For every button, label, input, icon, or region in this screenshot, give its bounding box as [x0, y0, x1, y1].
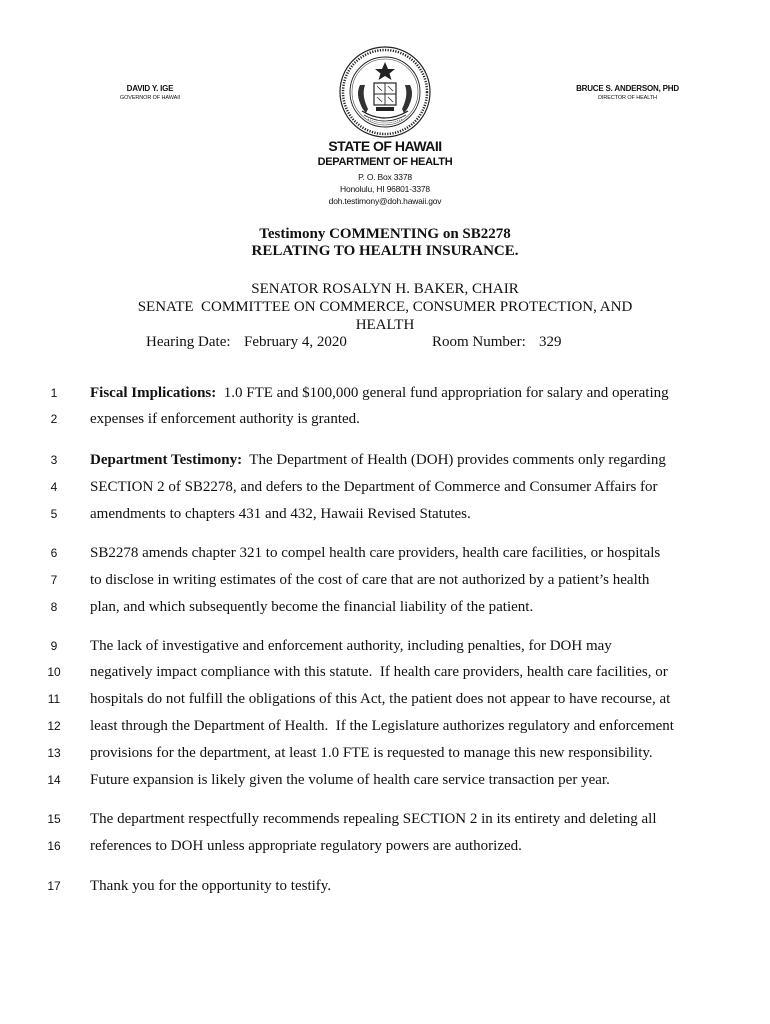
- testimony-title: Testimony COMMENTING on SB2278: [259, 226, 511, 242]
- body-line: [90, 837, 522, 855]
- line-number: 5: [50, 507, 58, 521]
- state-name: STATE OF HAWAII: [328, 138, 442, 154]
- line-number: 7: [50, 573, 58, 587]
- committee-chair: SENATOR ROSALYN H. BAKER, CHAIR: [251, 281, 519, 297]
- line-number: 14: [47, 773, 61, 787]
- body-line: [90, 717, 674, 735]
- governor-title: GOVERNOR OF HAWAII: [119, 95, 181, 101]
- state-seal-icon: [338, 45, 432, 139]
- line-number: 13: [47, 746, 61, 760]
- body-line: [90, 771, 610, 789]
- line-number: 4: [50, 480, 58, 494]
- line-text: 1.0 FTE and $100,000 general fund appropriation for salary and operating: [216, 385, 669, 401]
- line-text: The lack of investigative and enforcement authority, including penalties, for DOH may: [90, 638, 612, 654]
- body-line: [90, 744, 653, 762]
- line-number: 12: [47, 719, 61, 733]
- governor-block: [95, 84, 205, 102]
- section-label: Fiscal Implications:: [90, 385, 217, 401]
- director-name: BRUCE S. ANDERSON, PHD: [576, 84, 679, 93]
- body-line: [90, 810, 657, 828]
- line-text: negatively impact compliance with this statute. If health care providers, health care facilities, or: [90, 664, 668, 680]
- line-number: 11: [47, 692, 61, 706]
- body-line: [90, 384, 669, 402]
- hearing-date: February 4, 2020: [244, 334, 347, 350]
- line-number: 3: [50, 453, 58, 467]
- line-text: SECTION 2 of SB2278, and defers to the Department of Commerce and Consumer Affairs for: [90, 479, 658, 495]
- line-text: references to DOH unless appropriate regulatory powers are authorized.: [90, 838, 522, 854]
- department-name: DEPARTMENT OF HEALTH: [317, 156, 453, 168]
- bill-subject: RELATING TO HEALTH INSURANCE.: [251, 243, 519, 259]
- line-text: The Department of Health (DOH) provides comments only regarding: [242, 452, 666, 468]
- section-label: Department Testimony:: [90, 452, 243, 468]
- body-line: [90, 877, 331, 895]
- body-line: [90, 451, 666, 469]
- body-line: [90, 505, 471, 523]
- line-text: amendments to chapters 431 and 432, Hawaii Revised Statutes.: [90, 506, 471, 522]
- line-number: 16: [47, 839, 61, 853]
- body-line: [90, 478, 658, 496]
- body-line: [90, 571, 649, 589]
- line-text: SB2278 amends chapter 321 to compel health care providers, health care facilities, or hospitals: [90, 545, 661, 561]
- line-number: 10: [47, 665, 61, 679]
- governor-name: DAVID Y. IGE: [126, 84, 174, 93]
- line-text: The department respectfully recommends repealing SECTION 2 in its entirety and deleting all: [90, 811, 657, 827]
- director-block: [570, 84, 685, 102]
- address-po-box: P. O. Box 3378: [358, 172, 412, 182]
- body-line: [90, 690, 670, 708]
- line-text: provisions for the department, at least 1.0 FTE is requested to manage this new responsibility.: [90, 745, 653, 761]
- hearing-date-label: Hearing Date:: [146, 334, 231, 350]
- body-line: [90, 598, 533, 616]
- line-number: 1: [50, 386, 58, 400]
- body-line: [90, 663, 668, 681]
- body-line: [90, 637, 612, 655]
- director-title: DIRECTOR OF HEALTH: [598, 95, 657, 101]
- line-text: Thank you for the opportunity to testify.: [90, 878, 332, 894]
- line-number: 15: [47, 812, 61, 826]
- line-text: to disclose in writing estimates of the cost of care that are not authorized by a patient’s health: [90, 572, 650, 588]
- line-number: 6: [50, 546, 58, 560]
- address-city: Honolulu, HI 96801-3378: [340, 184, 430, 194]
- line-text: plan, and which subsequently become the financial liability of the patient.: [90, 599, 534, 615]
- room-number: 329: [539, 334, 562, 350]
- line-number: 17: [47, 879, 61, 893]
- body-line: [90, 410, 360, 428]
- committee-name-cont: HEALTH: [355, 317, 415, 333]
- line-text: Future expansion is likely given the volume of health care service transaction per year.: [90, 772, 610, 788]
- committee-name: SENATE COMMITTEE ON COMMERCE, CONSUMER PROTECTION, AND: [137, 299, 633, 315]
- line-number: 9: [50, 639, 58, 653]
- line-text: least through the Department of Health. If the Legislature authorizes regulatory and enforcement: [90, 718, 674, 734]
- body-line: [90, 544, 660, 562]
- testimony-email: doh.testimony@doh.hawaii.gov: [328, 196, 442, 206]
- line-number: 2: [50, 412, 58, 426]
- line-text: hospitals do not fulfill the obligations of this Act, the patient does not appear to have recourse, at: [90, 691, 671, 707]
- line-text: expenses if enforcement authority is granted.: [90, 411, 360, 427]
- room-number-label: Room Number:: [432, 334, 526, 350]
- line-number: 8: [50, 600, 58, 614]
